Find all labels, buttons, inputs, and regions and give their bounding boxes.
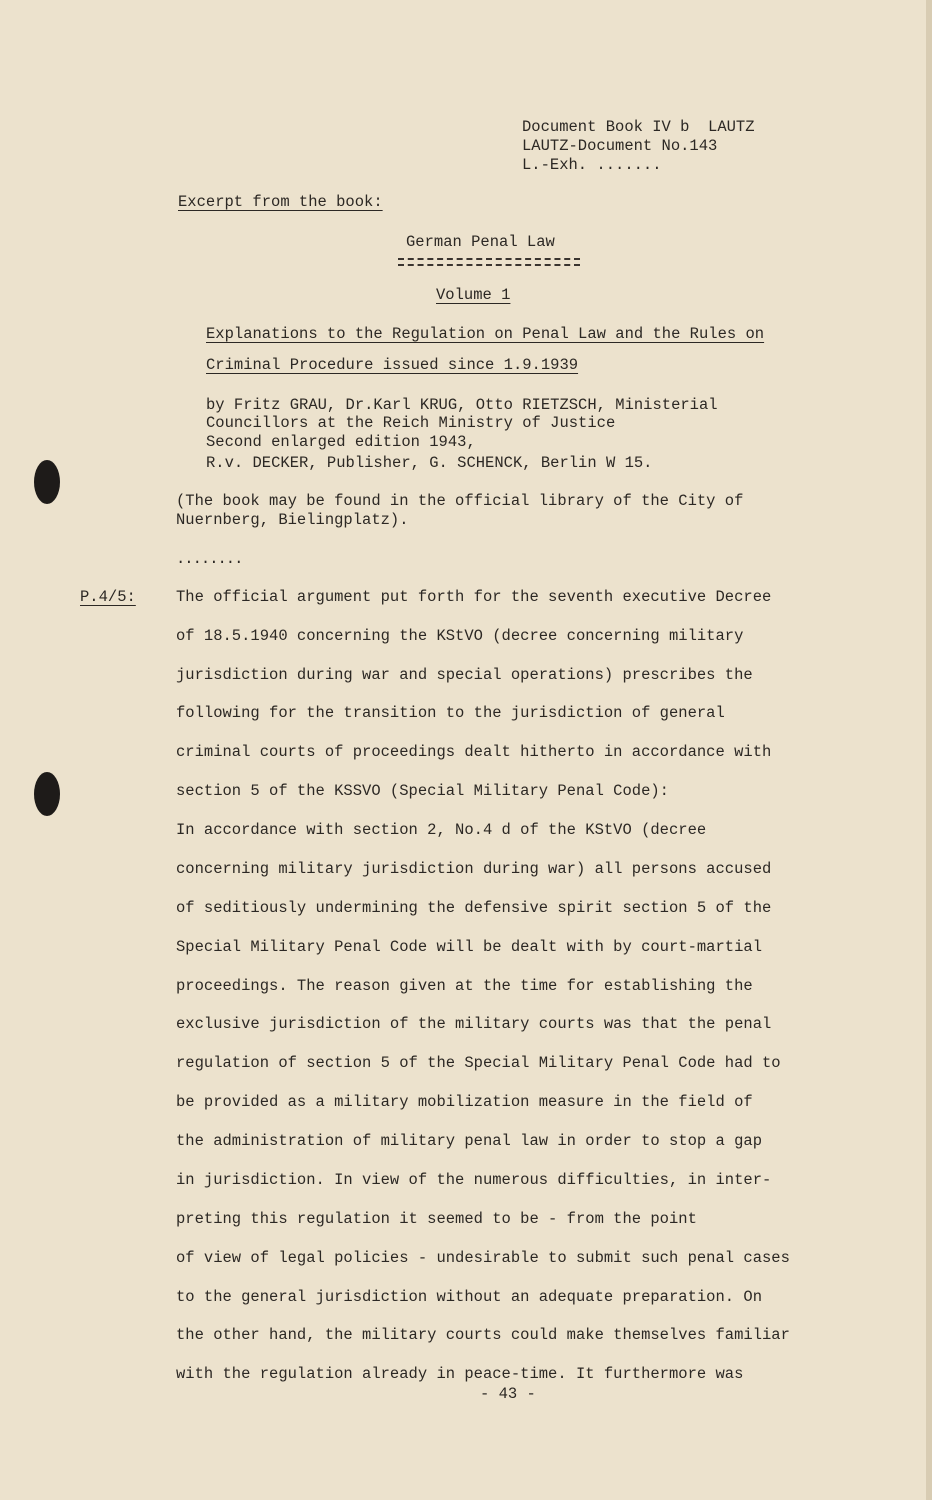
page-edge [926,0,932,1500]
body-line: in jurisdiction. In view of the numerous difficulties, in inter- [176,1171,772,1189]
body-line: preting this regulation it seemed to be - from the point [176,1210,697,1228]
excerpt-label: Excerpt from the book: [178,193,383,211]
header-line-2: LAUTZ-Document No.143 [522,137,718,155]
body-line: Special Military Penal Code will be dealt with by court-martial [176,938,762,956]
book-subtitle-line-2: Criminal Procedure issued since 1.9.1939 [206,356,579,374]
authors-line-1: by Fritz GRAU, Dr.Karl KRUG, Otto RIETZSCH, Ministerial [206,396,718,414]
book-subtitle-line-1: Explanations to the Regulation on Penal Law and the Rules on [206,325,765,343]
body-line: jurisdiction during war and special operations) prescribes the [176,666,753,684]
page-reference: P.4/5: [80,588,136,606]
body-line: be provided as a military mobilization measure in the field of [176,1093,753,1111]
body-line: criminal courts of proceedings dealt hitherto in accordance with [176,743,772,761]
authors-line-3: Second enlarged edition 1943, [206,433,476,451]
location-line-1: (The book may be found in the official library of the City of [176,492,744,510]
book-volume: Volume 1 [436,286,511,304]
authors-line-2: Councillors at the Reich Ministry of Justice [206,414,616,432]
body-line: with the regulation already in peace-time. It furthermore was [176,1365,744,1383]
book-title: German Penal Law [406,233,555,251]
body-line: section 5 of the KSSVO (Special Military Penal Code): [176,782,669,800]
page-number: - 43 - [480,1385,536,1403]
body-line: The official argument put forth for the seventh executive Decree [176,588,772,606]
body-line: In accordance with section 2, No.4 d of the KStVO (decree [176,821,707,839]
body-line: regulation of section 5 of the Special Military Penal Code had to [176,1054,781,1072]
punch-hole-bottom [34,772,60,816]
body-line: of 18.5.1940 concerning the KStVO (decree concerning military [176,627,744,645]
header-line-1: Document Book IV b LAUTZ [522,118,755,136]
header-line-3: L.-Exh. ....... [522,156,662,174]
body-line: the other hand, the military courts could make themselves familiar [176,1326,790,1344]
body-line: concerning military jurisdiction during war) all persons accused [176,860,772,878]
body-line: of view of legal policies - undesirable to submit such penal cases [176,1249,790,1267]
body-line: proceedings. The reason given at the time for establishing the [176,977,753,995]
ellipsis-separator: ........ [176,550,243,568]
authors-line-4: R.v. DECKER, Publisher, G. SCHENCK, Berlin W 15. [206,454,653,472]
location-line-2: Nuernberg, Bielingplatz). [176,511,409,529]
body-line: the administration of military penal law in order to stop a gap [176,1132,762,1150]
body-line: exclusive jurisdiction of the military courts was that the penal [176,1015,772,1033]
punch-hole-top [34,460,60,504]
body-line: to the general jurisdiction without an adequate preparation. On [176,1288,762,1306]
title-dash-underline [398,258,580,268]
body-line: of seditiously undermining the defensive spirit section 5 of the [176,899,772,917]
body-line: following for the transition to the jurisdiction of general [176,704,725,722]
